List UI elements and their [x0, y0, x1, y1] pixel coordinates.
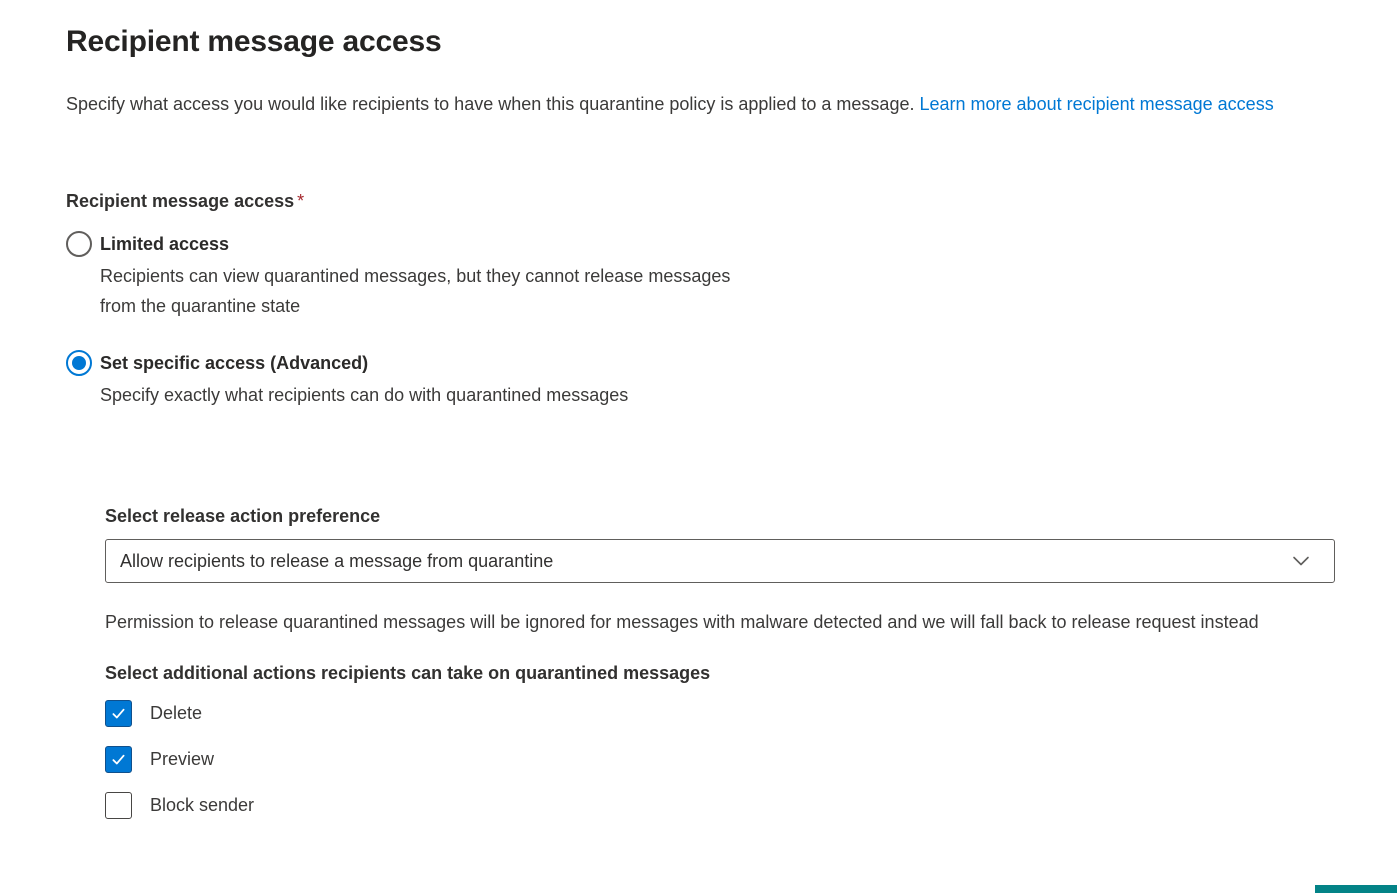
- radio-option-description: Specify exactly what recipients can do with quarantined messages: [100, 385, 629, 405]
- radio-option-set-specific-access[interactable]: [66, 349, 1335, 410]
- checkbox-icon[interactable]: [105, 792, 132, 819]
- radio-option-limited-access[interactable]: [66, 230, 1335, 321]
- radio-option-text: [100, 349, 628, 410]
- additional-actions-label: Select additional actions recipients can take on quarantined messages: [105, 663, 711, 683]
- release-note: Permission to release quarantined messages will be ignored for messages with malware detected and we will fall back to release request instead: [105, 612, 1259, 632]
- page-title: Recipient message access: [66, 25, 442, 58]
- radio-option-label: Set specific access (Advanced): [100, 353, 369, 373]
- checkbox-row-block-sender[interactable]: [105, 792, 1335, 819]
- advanced-access-subsection: [105, 502, 1335, 819]
- recipient-message-access-page: [0, 22, 1397, 819]
- release-action-dropdown[interactable]: [105, 539, 1335, 583]
- radio-option-description: Recipients can view quarantined messages, but they cannot release messages from the quarantine state: [100, 266, 731, 316]
- radio-icon[interactable]: [66, 231, 92, 257]
- radio-option-text: [100, 230, 760, 321]
- chevron-down-icon: [1292, 555, 1310, 567]
- radio-icon[interactable]: [66, 350, 92, 376]
- release-action-label: Select release action preference: [105, 506, 381, 526]
- checkmark-icon: [110, 705, 127, 722]
- checkbox-icon[interactable]: [105, 746, 132, 773]
- checkmark-icon: [110, 751, 127, 768]
- feedback-button[interactable]: [1315, 885, 1397, 893]
- checkbox-label: Delete: [150, 703, 203, 723]
- checkbox-label: Preview: [150, 749, 215, 769]
- required-asterisk: *: [297, 191, 305, 211]
- additional-actions-group: [105, 700, 1335, 819]
- radio-option-label: Limited access: [100, 234, 230, 254]
- access-field-label-text: Recipient message access: [66, 191, 295, 211]
- checkbox-row-preview[interactable]: [105, 746, 1335, 773]
- checkbox-label: Block sender: [150, 795, 255, 815]
- checkbox-icon[interactable]: [105, 700, 132, 727]
- dropdown-selected-value: Allow recipients to release a message from quarantine: [120, 550, 554, 571]
- description-text: Specify what access you would like recipients to have when this quarantine policy is applied to a message.: [66, 94, 915, 114]
- page-description: [66, 90, 1335, 119]
- checkbox-row-delete[interactable]: [105, 700, 1335, 727]
- learn-more-link[interactable]: Learn more about recipient message access: [919, 94, 1274, 114]
- access-field-label: [66, 187, 1335, 216]
